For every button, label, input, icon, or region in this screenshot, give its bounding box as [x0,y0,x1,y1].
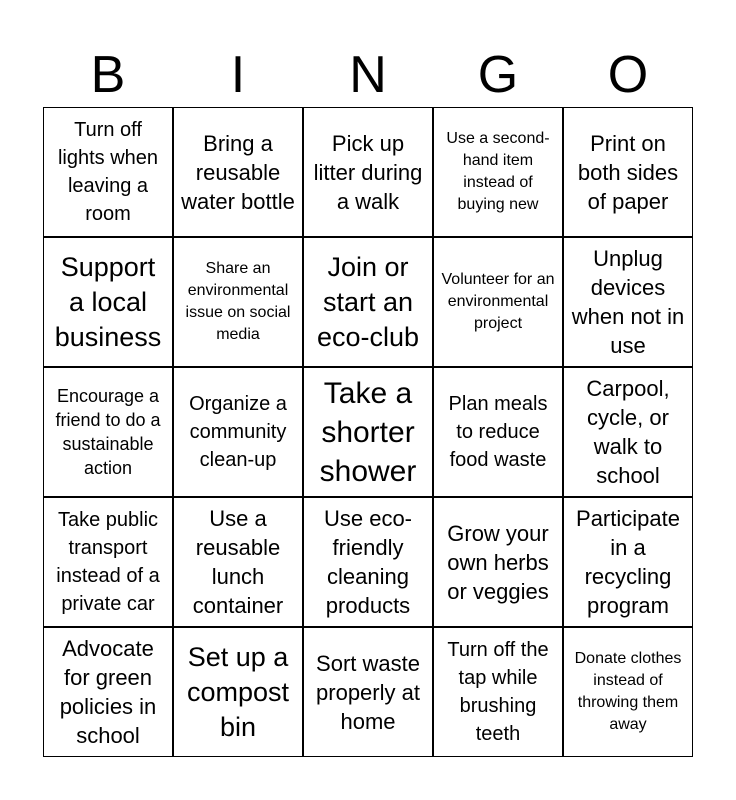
cell-text: Set up a compost bin [186,641,290,742]
cell-text: Unplug devices when not in use [571,246,685,358]
bingo-cell[interactable] [563,627,693,757]
cell-text: Encourage a friend to do a sustainable action [55,386,161,478]
bingo-header [43,42,693,108]
cell-text: Sort waste properly at home [316,650,420,734]
bingo-cell[interactable] [43,627,173,757]
cell-text: Support a local business [54,251,162,352]
header-letter-b: B [90,46,126,104]
cell-text: Grow your own herbs or veggies [447,520,549,604]
cell-text: Plan meals to reduce food waste [448,393,548,471]
cell-text: Take public transport instead of a private car [56,509,160,615]
cell-text: Turn off the tap while brushing teeth [447,639,549,745]
bingo-cell[interactable] [173,367,303,497]
cell-text: Join or start an eco-club [316,251,420,352]
cell-text: Bring a reusable water bottle [181,130,295,214]
cell-text: Organize a community clean-up [189,393,287,471]
bingo-cell[interactable] [303,237,433,367]
cell-text: Donate clothes instead of throwing them away [574,650,682,733]
bingo-cell[interactable] [563,107,693,237]
bingo-cell[interactable] [303,107,433,237]
cell-text: Use a reusable lunch container [192,506,284,618]
cell-text: Use eco-friendly cleaning products [323,506,413,618]
bingo-cell[interactable] [173,237,303,367]
bingo-cell[interactable] [43,367,173,497]
cell-text: Share an environmental issue on social media [185,260,291,343]
cell-text: Participate in a recycling program [576,506,680,618]
bingo-cell[interactable] [43,107,173,237]
header-letter-i: I [230,46,246,104]
cell-text: Print on both sides of paper [577,130,679,214]
cell-text: Use a second-hand item instead of buying new [446,130,550,213]
bingo-cell[interactable] [433,367,563,497]
bingo-cell[interactable] [563,237,693,367]
header-letter-o: O [607,46,649,104]
cell-text: Take a shorter shower [319,376,417,488]
bingo-cell[interactable] [43,497,173,627]
bingo-cell[interactable] [303,497,433,627]
header-letter-g: G [477,46,519,104]
bingo-cell[interactable] [303,367,433,497]
bingo-cell[interactable] [173,497,303,627]
bingo-cell[interactable] [563,497,693,627]
cell-text: Carpool, cycle, or walk to school [586,376,670,488]
bingo-cell[interactable] [433,497,563,627]
cell-text: Turn off lights when leaving a room [57,119,159,225]
cell-text: Advocate for green policies in school [59,636,157,748]
bingo-cell[interactable] [173,627,303,757]
cell-text: Pick up litter during a walk [313,130,423,214]
cell-text: Volunteer for an environmental project [441,271,555,332]
bingo-cell[interactable] [303,627,433,757]
bingo-cell[interactable] [43,237,173,367]
header-letter-n: N [349,46,387,104]
bingo-cell[interactable] [563,367,693,497]
bingo-cell[interactable] [173,107,303,237]
bingo-cell[interactable] [433,107,563,237]
bingo-cell[interactable] [433,627,563,757]
bingo-cell[interactable] [433,237,563,367]
bingo-grid [43,107,693,757]
